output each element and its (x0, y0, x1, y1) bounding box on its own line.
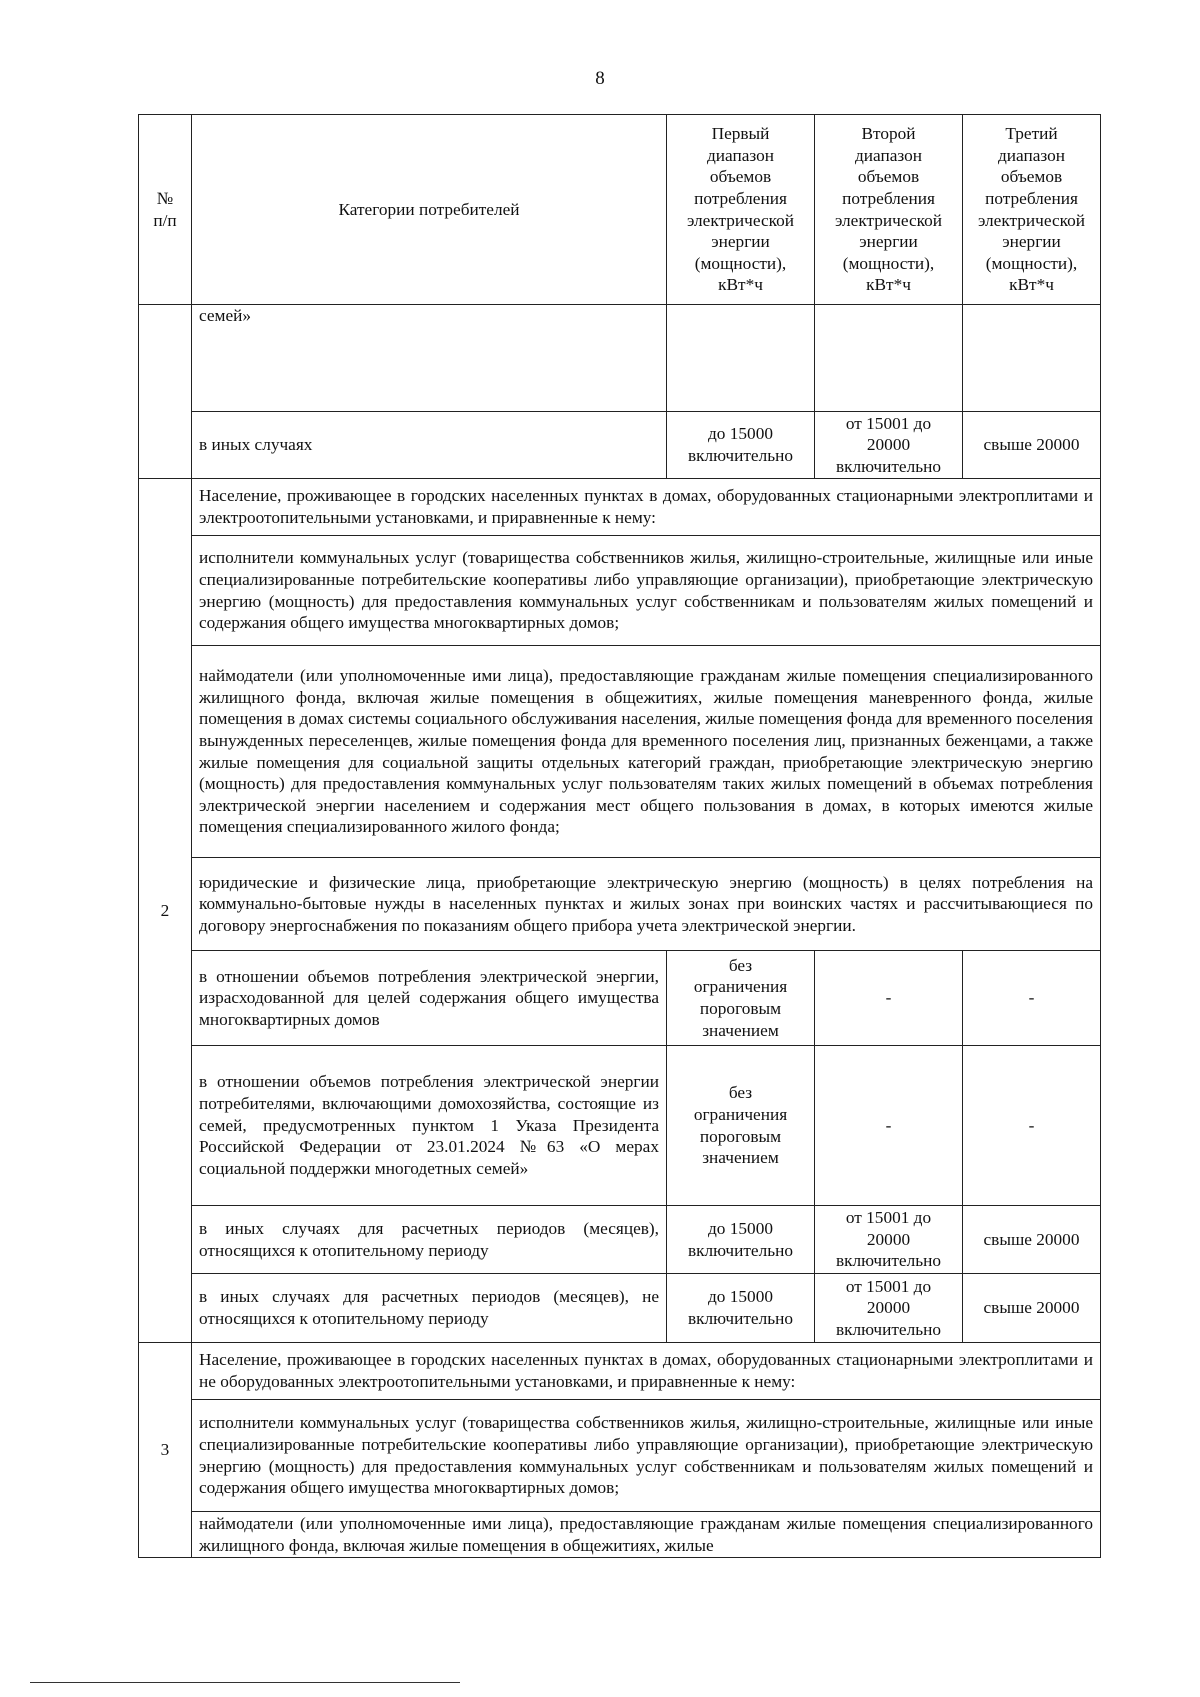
s3-num: 3 (139, 1343, 192, 1558)
page-number: 8 (595, 68, 605, 89)
s2-sub-row-2 (139, 1046, 1101, 1206)
s3-title: Население, проживающее в городских населенных пунктах в домах, оборудованных стационарными электроплитами и не оборудованных электроотопительными установками, и приравненные к нему: (192, 1343, 1101, 1400)
cont-empty-1 (667, 305, 815, 412)
s2-sub-range2-3: от 15001 до 20000 включительно (815, 1206, 963, 1274)
s2-sub-range2-4: от 15001 до 20000 включительно (815, 1274, 963, 1343)
s2-sub-text-1: в отношении объемов потребления электрической энергии, израсходованной для целей содержания общего имущества многоквартирных домов (192, 951, 667, 1046)
s2-sub-range1-1: без ограничения пороговым значением (667, 951, 815, 1046)
s2-paragraph-3: юридические и физические лица, приобретающие электрическую энергию (мощность) в целях потребления на коммунально-бытовые нужды в населенных пунктах и жилых зонах при воинских частях и рассчитывающиеся по договору энергоснабжения по показаниям общего прибора учета электрической энергии. (192, 858, 1101, 951)
cont-num-cell (139, 305, 192, 479)
header-range1: Первый диапазон объемов потребления электрической энергии (мощности), кВт*ч (667, 115, 815, 305)
s2-title: Население, проживающее в городских населенных пунктах в домах, оборудованных стационарными электроплитами и электроотопительными установками, и приравненные к нему: (192, 479, 1101, 536)
s2-p3-row (139, 858, 1101, 951)
header-num: № п/п (139, 115, 192, 305)
header-category: Категории потребителей (192, 115, 667, 305)
cont-text-1: семей» (192, 305, 667, 412)
cont-empty-2 (815, 305, 963, 412)
s3-p2-row (139, 1512, 1101, 1558)
s2-sub-range1-2: без ограничения пороговым значением (667, 1046, 815, 1206)
s2-sub-range2-1: - (815, 951, 963, 1046)
s2-paragraph-1: исполнители коммунальных услуг (товарищества собственников жилья, жилищно-строительные, жилищные или иные специализированные потребительские кооперативы либо управляющие организации), приобретающие электрическую энергию (мощность) для предоставления коммунальных услуг собственникам и пользователям жилых помещений и содержания общего имущества многоквартирных домов; (192, 536, 1101, 646)
cont-empty-3 (963, 305, 1101, 412)
s2-sub-row-1 (139, 951, 1101, 1046)
s2-sub-range3-3: свыше 20000 (963, 1206, 1101, 1274)
header-range3: Третий диапазон объемов потребления электрической энергии (мощности), кВт*ч (963, 115, 1101, 305)
s2-num: 2 (139, 479, 192, 1343)
header-range2: Второй диапазон объемов потребления электрической энергии (мощности), кВт*ч (815, 115, 963, 305)
s2-sub-range3-1: - (963, 951, 1101, 1046)
s2-sub-text-4: в иных случаях для расчетных периодов (месяцев), не относящихся к отопительному периоду (192, 1274, 667, 1343)
s3-paragraph-1: исполнители коммунальных услуг (товарищества собственников жилья, жилищно-строительные, жилищные или иные специализированные потребительские кооперативы либо управляющие организации), приобретающие электрическую энергию (мощность) для предоставления коммунальных услуг собственникам и пользователям жилых помещений и содержания общего имущества многоквартирных домов; (192, 1400, 1101, 1512)
s2-sub-row-4 (139, 1274, 1101, 1343)
footnote-separator-line (30, 1682, 460, 1683)
s2-sub-text-3: в иных случаях для расчетных периодов (месяцев), относящихся к отопительному периоду (192, 1206, 667, 1274)
cont-range1: до 15000 включительно (667, 412, 815, 479)
cont-range2: от 15001 до 20000 включительно (815, 412, 963, 479)
s3-p1-row (139, 1400, 1101, 1512)
cont-row-1 (139, 305, 1101, 412)
s2-sub-range1-4: до 15000 включительно (667, 1274, 815, 1343)
s2-sub-range3-4: свыше 20000 (963, 1274, 1101, 1343)
s2-sub-text-2: в отношении объемов потребления электрической энергии потребителями, включающими домохозяйства, состоящие из семей, предусмотренных пунктом 1 Указа Президента Российской Федерации от 23.01.2024 №63 «О мерах социальной поддержки многодетных семей» (192, 1046, 667, 1206)
s2-paragraph-2: наймодатели (или уполномоченные ими лица), предоставляющие гражданам жилые помещения специализированного жилищного фонда, включая жилые помещения в общежитиях, жилые помещения маневренного фонда, жилые помещения в домах системы социального обслуживания населения, жилые помещения фонда для временного поселения вынужденных переселенцев, жилые помещения фонда для временного поселения лиц, признанных беженцами, а также жилые помещения для социальной защиты отдельных категорий граждан, приобретающие электрическую энергию (мощность) для предоставления коммунальных услуг пользователям таких жилых помещений в объемах потребления электрической энергии населением и содержания мест общего пользования в домах, в которых имеются жилые помещения специализированного жилого фонда; (192, 646, 1101, 858)
s3-paragraph-2: наймодатели (или уполномоченные ими лица), предоставляющие гражданам жилые помещения специализированного жилищного фонда, включая жилые помещения в общежитиях, жилые (192, 1512, 1101, 1558)
s2-p2-row (139, 646, 1101, 858)
s2-sub-row-3 (139, 1206, 1101, 1274)
s2-sub-range2-2: - (815, 1046, 963, 1206)
s3-title-row (139, 1343, 1101, 1400)
s2-title-row (139, 479, 1101, 536)
header-row (139, 115, 1101, 305)
cont-text-2: в иных случаях (192, 412, 667, 479)
s2-sub-range3-2: - (963, 1046, 1101, 1206)
cont-row-2 (139, 412, 1101, 479)
s2-sub-range1-3: до 15000 включительно (667, 1206, 815, 1274)
tariff-table (138, 114, 1101, 1558)
cont-range3: свыше 20000 (963, 412, 1101, 479)
s2-p1-row (139, 536, 1101, 646)
